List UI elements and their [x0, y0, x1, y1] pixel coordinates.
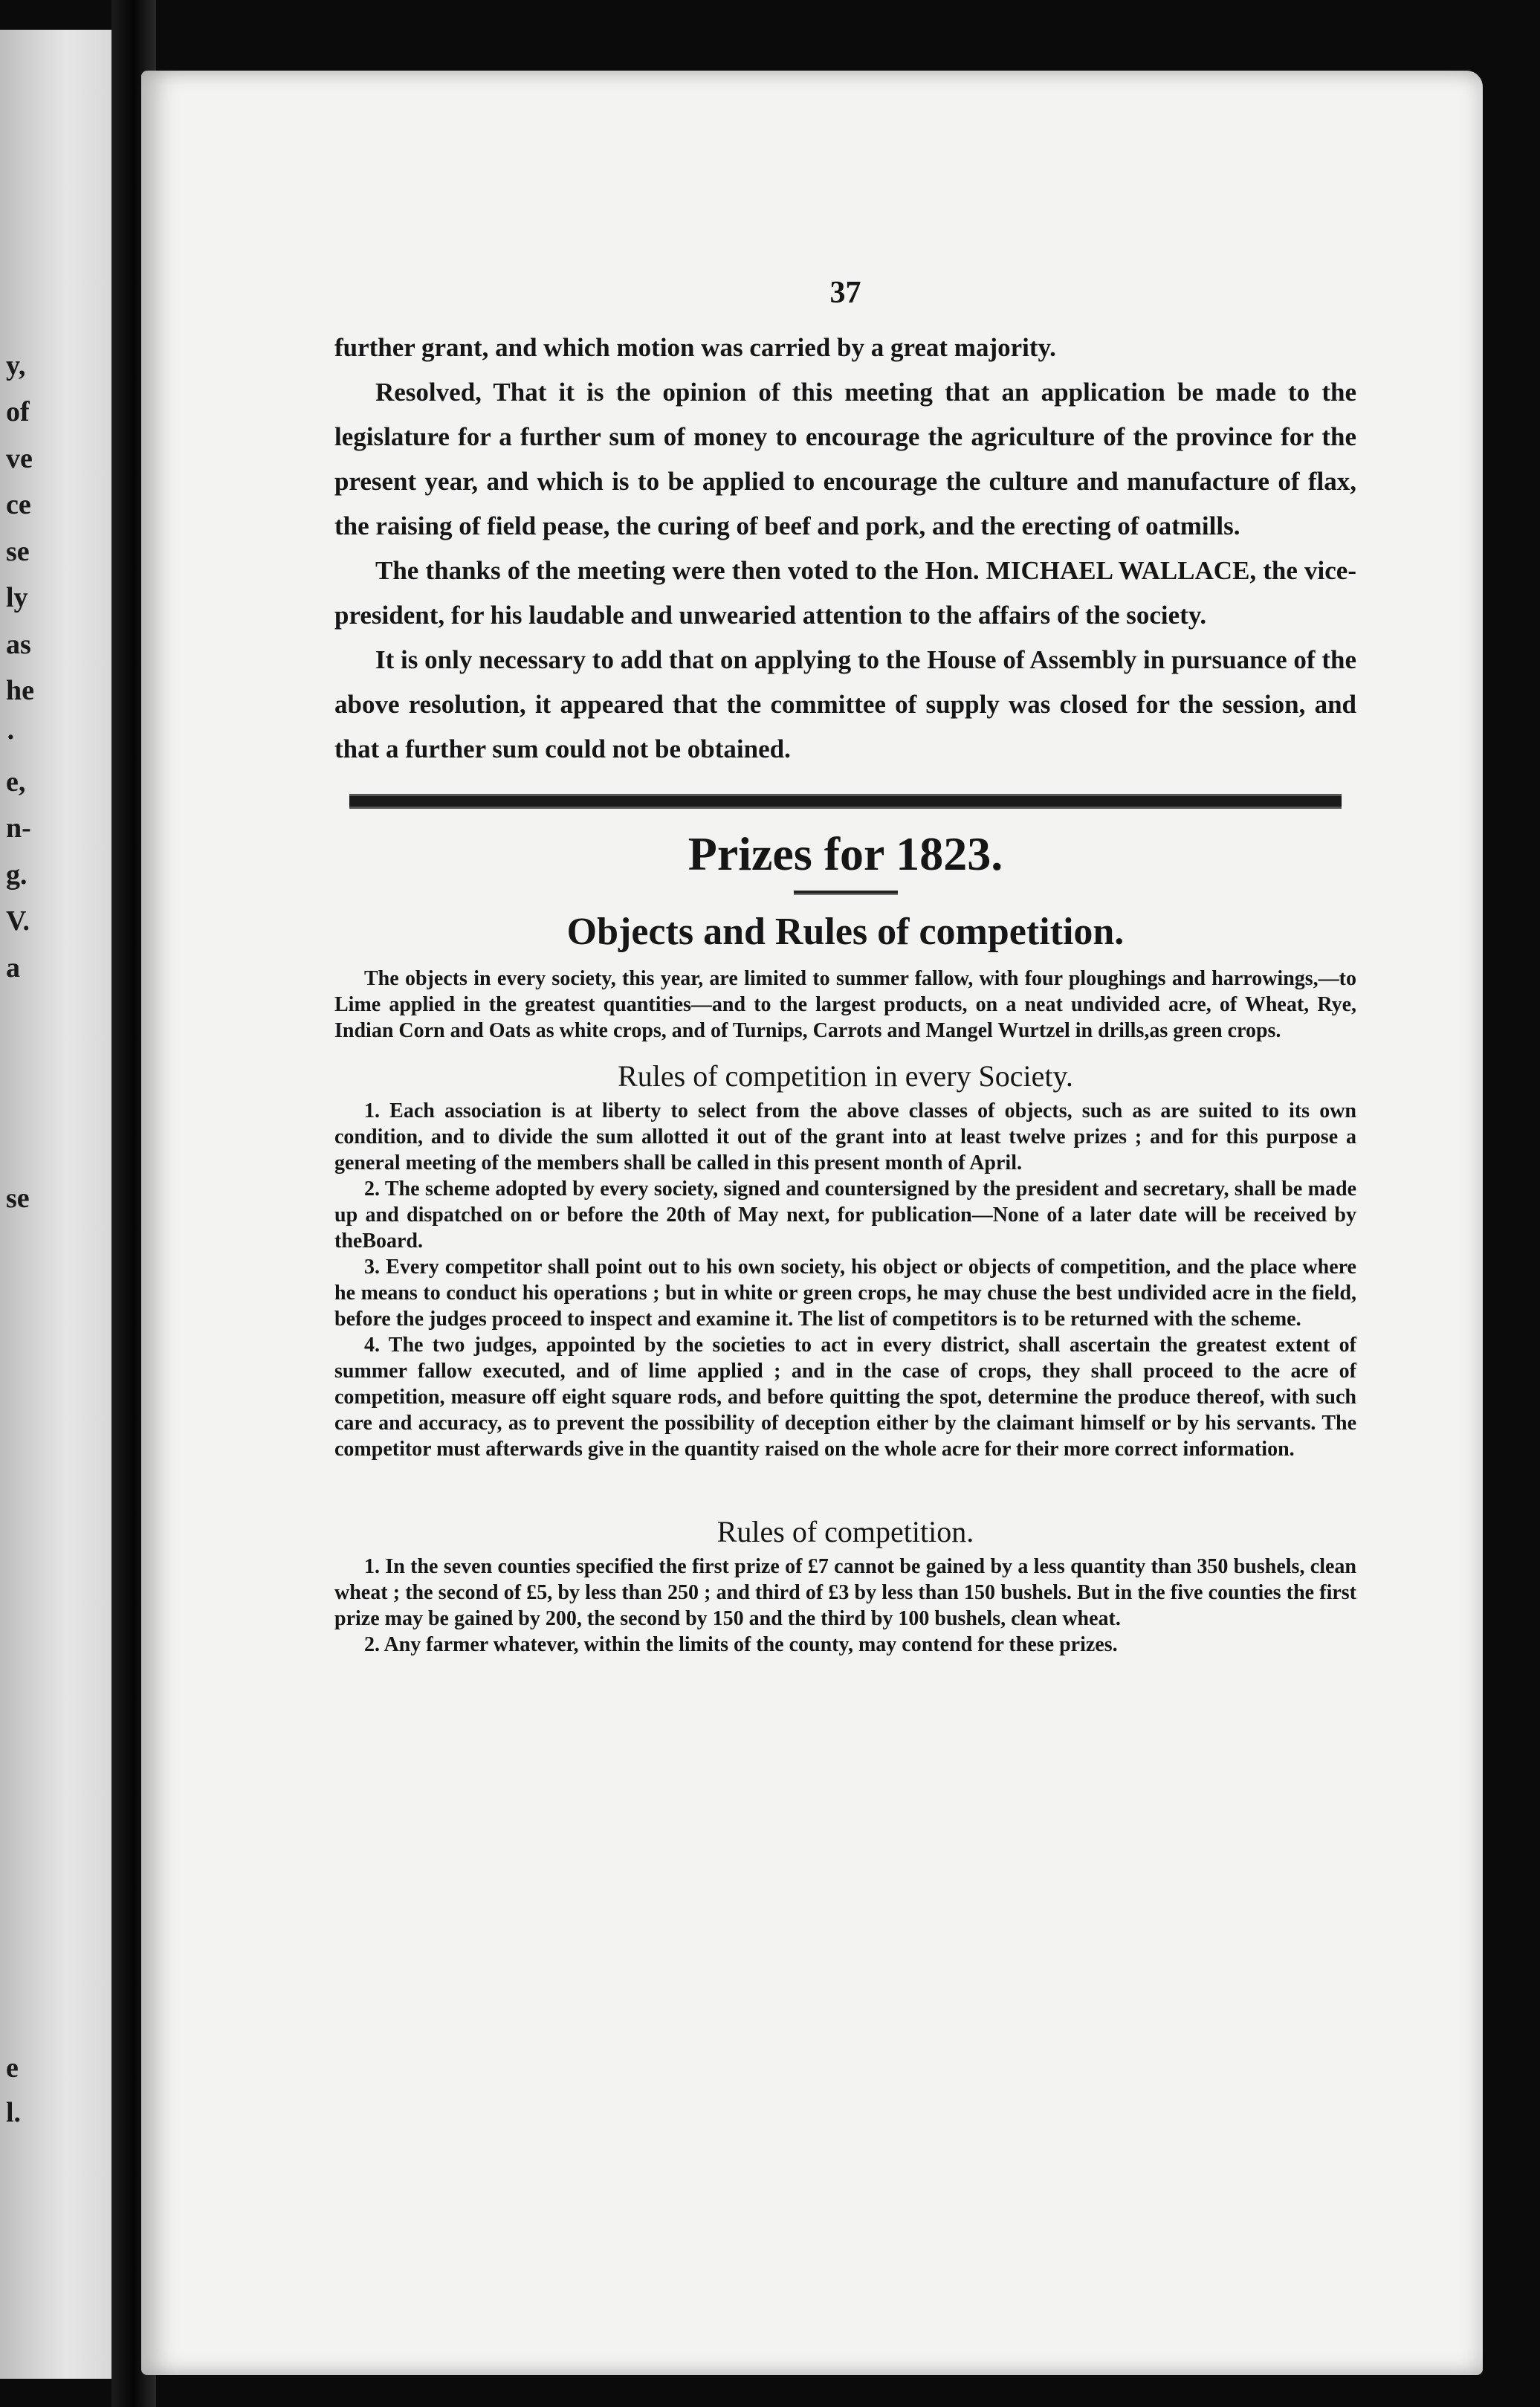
fragment: V.	[6, 905, 30, 937]
title-divider	[794, 891, 898, 895]
rules-heading: Rules of competition in every Society.	[618, 1059, 1073, 1093]
fragment: g.	[6, 859, 28, 891]
section-subtitle: Objects and Rules of competition.	[566, 911, 1125, 953]
fragment: se	[6, 1183, 30, 1214]
fragment: a	[6, 952, 20, 983]
rule-item: 1. Each association is at liberty to select from the above classes of objects, such as are suited to its own condition, and to divide the sum allotted it out of the grant into at least twelve prizes ; and for this purpose a general meeting of the members shall be called in this present month of April.	[334, 1099, 1356, 1175]
fragment: l.	[6, 2097, 22, 2128]
rule-item: 4. The two judges, appointed by the societies to act in every district, shall ascertain the greatest extent of summer fallow executed, and of lime applied ; and in the case of crops, they shall proceed to the acre of competition, measure off eight square rods, and before quitting the spot, determine the produce thereof, with such care and accuracy, as to prevent the possibility of deception either by the claimant himself or by his servants. The competitor must afterwards give in the quantity raised on the whole acre for their more correct information.	[334, 1334, 1356, 1461]
paragraph: The thanks of the meeting were then voted to the Hon. MICHAEL WALLACE, the vice-president, for his laudable and unwearied attention to the affairs of the society.	[334, 556, 1356, 630]
page-content	[334, 275, 1356, 1658]
rule-item: 1. In the seven counties specified the first prize of £7 cannot be gained by a less quantity than 350 bushels, clean wheat ; the second of £5, by less than 250 ; and third of £3 by less than 150 bushels. But in the five counties the first prize may be gained by 200, the second by 150 and the third by 100 bushels, clean wheat.	[334, 1555, 1356, 1630]
section-divider	[349, 794, 1342, 809]
page-number: 37	[829, 276, 861, 310]
paragraph: Resolved, That it is the opinion of this meeting that an application be made to the legislature for a further sum of money to encourage the agriculture of the province for the present year, and which is to be applied to encourage the culture and manufacture of flax, the raising of field pease, the curing of beef and pork, and the erecting of oatmills.	[334, 378, 1356, 540]
spacer	[334, 1462, 1356, 1499]
fragment: ce	[6, 489, 31, 520]
fragment: n-	[6, 812, 31, 844]
fragment: e	[6, 2052, 19, 2084]
section-title: Prizes for 1823.	[688, 827, 1003, 880]
rule-item: 2. The scheme adopted by every society, signed and countersigned by the president and secretary, shall be made up and dispatched on or before the 20th of May next, for publication—None of a later date will be received by theBoard.	[334, 1177, 1356, 1253]
fragment: as	[6, 629, 31, 660]
facing-page	[0, 30, 111, 2379]
fragment: e,	[6, 766, 26, 798]
fragment: ·	[6, 722, 16, 753]
facing-page-fragments	[0, 30, 111, 2379]
fragment: ly	[6, 582, 28, 613]
fragment: of	[6, 396, 30, 427]
paragraph: It is only necessary to add that on applying to the House of Assembly in pursuance of the above resolution, it appeared that the committee of supply was closed for the session, and that a further sum could not be obtained.	[334, 645, 1356, 763]
rule-item: 3. Every competitor shall point out to his own society, his object or objects of competition, and the place where he means to conduct his operations ; but in white or green crops, he may chuse the best undivided acre in the field, before the judges proceed to inspect and examine it. The list of competitors is to be returned with the scheme.	[334, 1256, 1356, 1331]
rules-heading: Rules of competition.	[716, 1515, 974, 1548]
fragment: se	[6, 536, 30, 567]
fragment: y,	[6, 350, 26, 381]
objects-text: The objects in every society, this year, are limited to summer fallow, with four ploughings and harrowings,—to Lime applied in the greatest quantities—and to the largest products, on a neat undivided acre, of Wheat, Rye, Indian Corn and Oats as white crops, and of Turnips, Carrots and Mangel Wurtzel in drills,as green crops.	[334, 967, 1356, 1042]
fragment: ve	[6, 443, 33, 474]
paragraph: further grant, and which motion was carried by a great majority.	[334, 333, 1056, 362]
rule-item: 2. Any farmer whatever, within the limits of the county, may contend for these prizes.	[364, 1633, 1118, 1656]
fragment: he	[6, 675, 34, 706]
